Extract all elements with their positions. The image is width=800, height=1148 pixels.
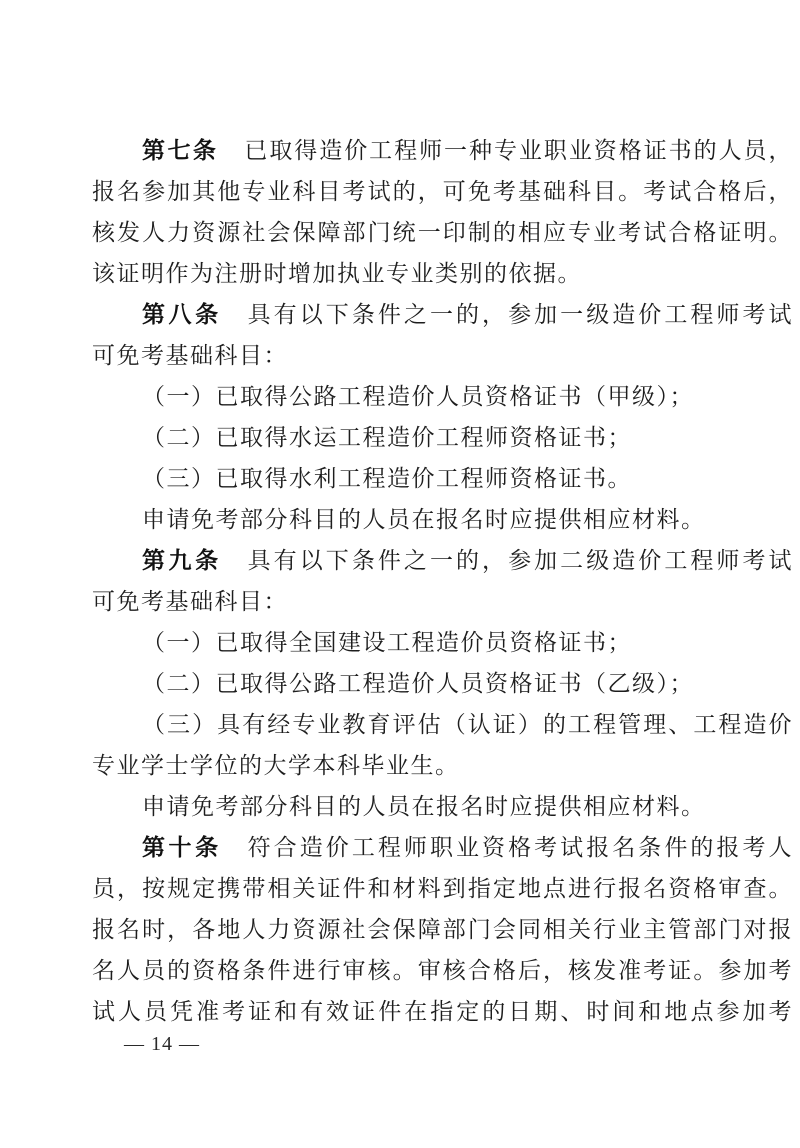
text-line: （一）已取得公路工程造价人员资格证书（甲级）； (142, 384, 694, 409)
text-line: 可免考基础科目： (92, 589, 288, 614)
paragraph-note (92, 786, 793, 827)
text-line: 该证明作为注册时增加执业专业类别的依据。 (92, 261, 582, 286)
page-number: — 14 — (124, 1033, 200, 1055)
text-line: （二）已取得水运工程造价工程师资格证书； (142, 425, 632, 450)
text-line (92, 827, 793, 868)
text-line (92, 130, 793, 171)
text-line: 可免考基础科目： (92, 343, 288, 368)
text-run: 具有以下条件之一的，参加二级造价工程师考试 (247, 548, 794, 573)
text-line: （三）已取得水利工程造价工程师资格证书。 (142, 466, 632, 491)
paragraph-note (92, 499, 793, 540)
paragraph-article-8 (92, 294, 793, 376)
article-number-9: 第九条 (142, 547, 222, 573)
paragraph-item-1 (92, 376, 793, 417)
article-number-7: 第七条 (142, 137, 219, 163)
text-line: 专业学士学位的大学本科毕业生。 (92, 753, 460, 778)
text-line: 名人员的资格条件进行审核。审核合格后，核发准考证。参加考 (92, 958, 793, 983)
article-number-8: 第八条 (142, 301, 222, 327)
text-line: 核发人力资源社会保障部门统一印制的相应专业考试合格证明。 (92, 220, 793, 245)
text-line: 报名时，各地人力资源社会保障部门会同相关行业主管部门对报 (92, 917, 793, 942)
document-body (92, 130, 793, 1032)
text-run: 具有以下条件之一的，参加一级造价工程师考试 (247, 302, 794, 327)
text-line: （二）已取得公路工程造价人员资格证书（乙级）； (142, 671, 694, 696)
text-line (92, 540, 793, 581)
text-line: 试人员凭准考证和有效证件在指定的日期、时间和地点参加考 (92, 999, 793, 1024)
text-run: 已取得造价工程师一种专业职业资格证书的人员， (244, 138, 793, 163)
text-run: 符合造价工程师职业资格考试报名条件的报考人 (247, 835, 794, 860)
paragraph-item-3 (92, 458, 793, 499)
paragraph-item-2 (92, 417, 793, 458)
paragraph-item-1 (92, 622, 793, 663)
paragraph-item-3 (92, 704, 793, 786)
paragraph-article-9 (92, 540, 793, 622)
article-number-10: 第十条 (142, 834, 222, 860)
paragraph-article-10 (92, 827, 793, 1032)
paragraph-item-2 (92, 663, 793, 704)
paragraph-article-7 (92, 130, 793, 294)
text-line: 报名参加其他专业科目考试的，可免考基础科目。考试合格后， (92, 179, 793, 204)
text-line: （一）已取得全国建设工程造价员资格证书； (142, 630, 632, 655)
text-line: 员，按规定携带相关证件和材料到指定地点进行报名资格审查。 (92, 876, 793, 901)
text-line: 申请免考部分科目的人员在报名时应提供相应材料。 (142, 794, 706, 819)
text-line: 申请免考部分科目的人员在报名时应提供相应材料。 (142, 507, 706, 532)
text-line: （三）具有经专业教育评估（认证）的工程管理、工程造价 (142, 712, 793, 737)
text-line (92, 294, 793, 335)
